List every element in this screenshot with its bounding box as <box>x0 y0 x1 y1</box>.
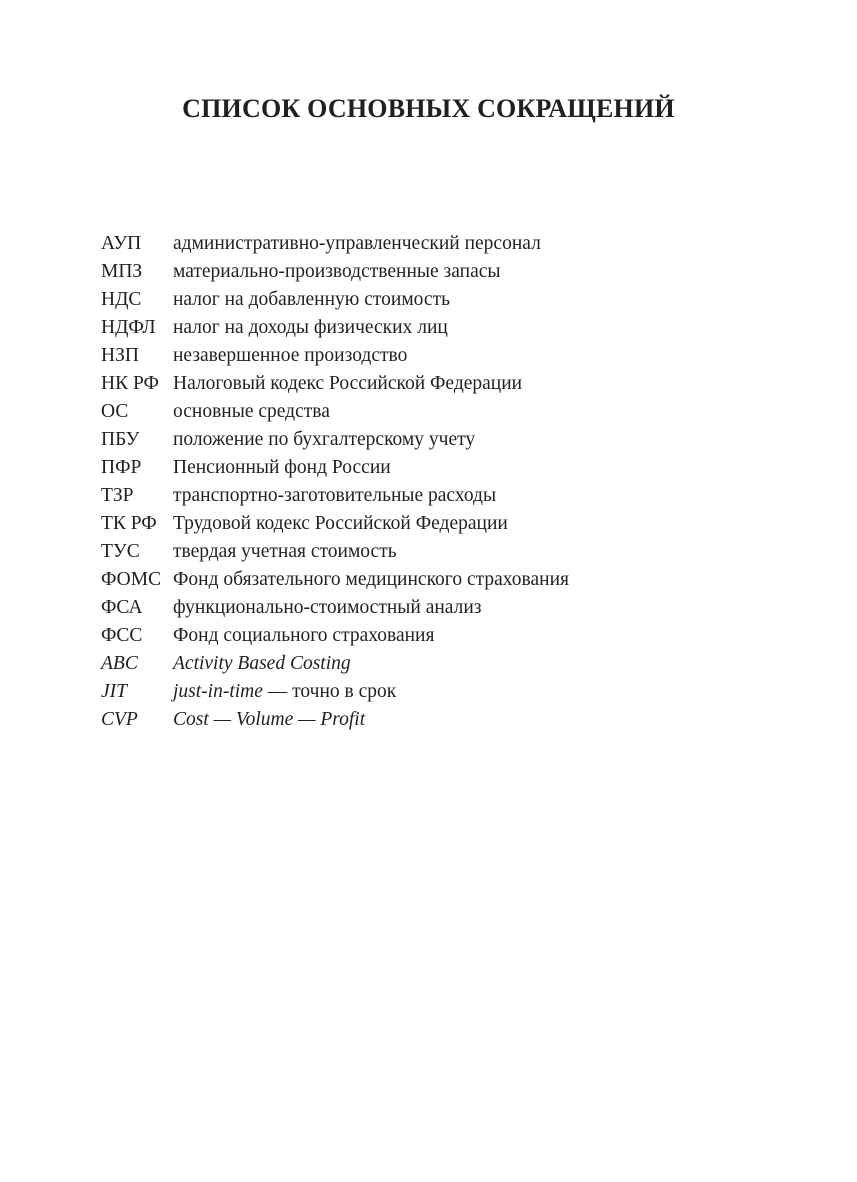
abbreviation-term: ФСА <box>101 597 143 618</box>
abbreviation-definition: Трудовой кодекс Российской Федерации <box>173 513 508 534</box>
abbreviation-list <box>101 230 801 734</box>
abbreviation-term: ABC <box>101 653 138 674</box>
abbreviation-term: ФСС <box>101 625 143 646</box>
list-item <box>101 454 801 482</box>
list-item <box>101 286 801 314</box>
abbreviation-term: ТЗР <box>101 485 134 506</box>
list-item <box>101 622 801 650</box>
abbreviation-definition-rest: — точно в срок <box>262 681 397 702</box>
abbreviation-term: JIT <box>101 681 127 702</box>
abbreviation-definition: Налоговый кодекс Российской Федерации <box>173 373 523 394</box>
abbreviation-term: НК РФ <box>101 373 159 394</box>
list-item <box>101 566 801 594</box>
abbreviation-term: ТУС <box>101 541 140 562</box>
abbreviation-term: CVP <box>101 709 138 730</box>
list-item <box>101 678 801 706</box>
list-item <box>101 398 801 426</box>
abbreviation-term: НДС <box>101 289 142 310</box>
list-item <box>101 314 801 342</box>
abbreviation-definition: незавершенное произодство <box>173 345 408 366</box>
abbreviation-definition: материально-производственные запасы <box>173 261 501 282</box>
abbreviation-term: МПЗ <box>101 261 143 282</box>
abbreviation-definition: налог на доходы физических лиц <box>173 317 448 338</box>
abbreviation-definition: транспортно-заготовительные расходы <box>173 485 497 506</box>
abbreviation-definition: Cost — Volume — Profit <box>173 709 366 730</box>
list-item <box>101 650 801 678</box>
abbreviation-definition: функционально-стоимостный анализ <box>173 597 482 618</box>
list-item <box>101 370 801 398</box>
abbreviation-definition: Фонд обязательного медицинского страхования <box>173 569 569 590</box>
list-item <box>101 342 801 370</box>
abbreviation-definition: положение по бухгалтерскому учету <box>173 429 476 450</box>
abbreviation-definition-italic: just-in-time <box>173 681 263 702</box>
abbreviation-term: ПБУ <box>101 429 140 450</box>
abbreviation-term: ПФР <box>101 457 142 478</box>
list-item <box>101 230 801 258</box>
abbreviation-term: ТК РФ <box>101 513 157 534</box>
list-item <box>101 538 801 566</box>
list-item <box>101 426 801 454</box>
abbreviation-term: НЗП <box>101 345 139 366</box>
abbreviation-definition: Activity Based Costing <box>173 653 351 674</box>
abbreviation-definition: основные средства <box>173 401 330 422</box>
abbreviation-definition: твердая учетная стоимость <box>173 541 397 562</box>
abbreviation-term: АУП <box>101 233 142 254</box>
abbreviation-definition: Фонд социального страхования <box>173 625 435 646</box>
abbreviation-term: ОС <box>101 401 129 422</box>
abbreviation-definition: Пенсионный фонд России <box>173 457 391 478</box>
abbreviation-term: НДФЛ <box>101 317 156 338</box>
list-item <box>101 510 801 538</box>
abbreviation-definition: административно-управленческий персонал <box>173 233 541 254</box>
abbreviation-definition <box>173 678 801 706</box>
abbreviation-term: ФОМС <box>101 569 162 590</box>
list-item <box>101 594 801 622</box>
list-item <box>101 706 801 734</box>
list-item <box>101 258 801 286</box>
abbreviation-definition: налог на добавленную стоимость <box>173 289 450 310</box>
page-title: СПИСОК ОСНОВНЫХ СОКРАЩЕНИЙ <box>182 94 675 123</box>
list-item <box>101 482 801 510</box>
